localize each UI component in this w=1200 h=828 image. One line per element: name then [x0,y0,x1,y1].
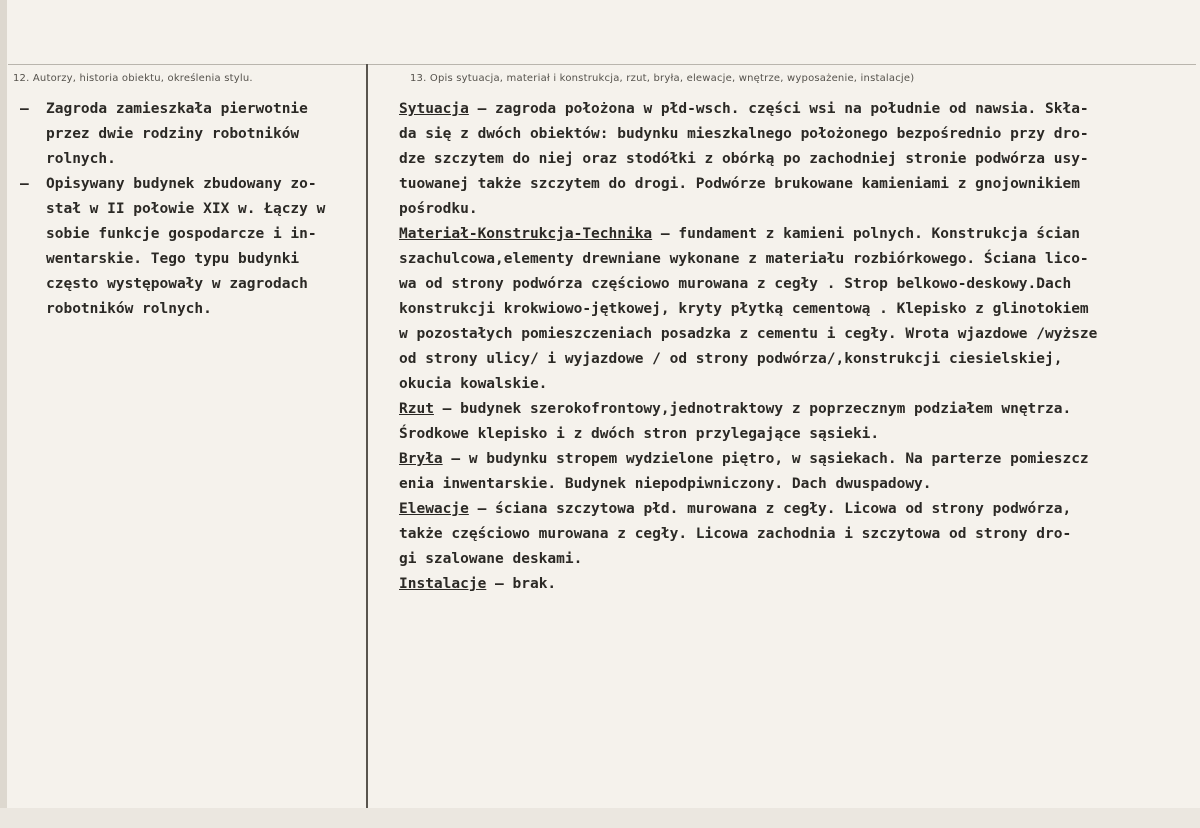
section-label: Sytuacja [399,101,469,117]
section-text: – zagroda położona w płd-wsch. części wsi na południe od nawsia. Skła- da się z dwóch obiektów: budynku mieszkalnego położonego bezpośrednio przy dro- dze szczytem do niej oraz stodółki z obórką po zachodniej stronie podwórza usy- tuowanej także szczytem do drogi. Podwórze brukowane kamieniami z gnojownikiem pośrodku. [399,101,1089,217]
list-item-text: Opisywany budynek zbudowany zo- stał w II połowie XIX w. Łączy w sobie funkcje gospodarcze i in- wentarskie. Tego typu budynki często występowały w zagrodach robotników rolnych. [46,176,326,317]
section-label: Elewacje [399,501,469,517]
paragraph-material-construction [399,222,1199,397]
paragraph-elevations [399,497,1199,572]
list-item-text: Zagroda zamieszkała pierwotnie przez dwie rodziny robotników rolnych. [46,101,308,167]
section-label: Materiał-Konstrukcja-Technika [399,226,653,242]
paragraph-plan [399,397,1199,447]
section-text: – budynek szerokofrontowy,jednotraktowy z poprzecznym podziałem wnętrza. Środkowe klepisko i z dwóch stron przylegające sąsieki. [399,401,1072,442]
authors-history-column [20,97,370,322]
section-text: – ściana szczytowa płd. murowana z cegły. Licowa od strony podwórza, także częściowo murowana z cegły. Licowa zachodnia i szczytowa od strony dro- gi szalowane deskami. [399,501,1072,567]
list-dash: – [20,176,29,192]
sheet-left-edge [0,0,7,828]
sheet-bottom-edge [0,808,1200,828]
top-rule [8,64,1196,65]
section-text: – brak. [486,576,557,592]
section-text: – w budynku stropem wydzielone piętro, w sąsiekach. Na parterze pomieszcz enia inwentarskie. Budynek niepodpiwniczony. Dach dwuspadowy. [399,451,1089,492]
list-item [20,97,370,172]
paragraph-form [399,447,1199,497]
description-column [399,97,1199,597]
paragraph-situation [399,97,1199,222]
section-label: Instalacje [399,576,487,592]
section-label: Bryła [399,451,443,467]
paragraph-installations [399,572,1199,597]
list-item [20,172,370,322]
section-12-header: 12. Autorzy, historia obiektu, określenia stylu. [13,73,253,84]
section-label: Rzut [399,401,434,417]
section-text: – fundament z kamieni polnych. Konstrukcja ścian szachulcowa,elementy drewniane wykonane z materiału rozbiórkowego. Ściana lico- wa od strony podwórza częściowo murowana z cegły . Strop belkowo-deskowy.Dach konstrukcji krokwiowo-jętkowej, kryty płytką cementową . Klepisko z glinotokiem w pozostałych pomieszczeniach posadzka z cementu i cegły. Wrota wjazdowe /wyższe od strony ulicy/ i wyjazdowe / od strony podwórza/,konstrukcji ciesielskiej, okucia kowalskie. [399,226,1098,392]
list-dash: – [20,101,29,117]
section-13-header: 13. Opis sytuacja, materiał i konstrukcja, rzut, bryła, elewacje, wnętrze, wyposażenie, instalacje) [410,73,915,84]
